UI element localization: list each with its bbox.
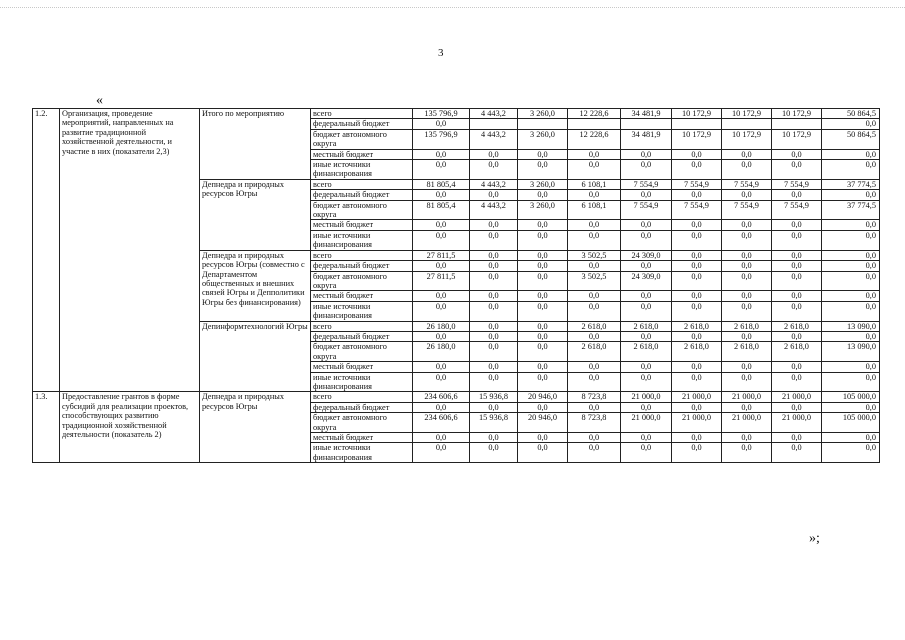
amount-cell: 0,0 — [568, 190, 621, 200]
amount-cell: 0,0 — [822, 271, 880, 291]
amount-cell: 0,0 — [470, 291, 518, 301]
funding-source-label: федеральный бюджет — [311, 402, 413, 412]
table-row — [33, 109, 880, 119]
amount-cell: 0,0 — [518, 402, 568, 412]
amount-cell: 21 000,0 — [672, 413, 722, 433]
amount-cell: 81 805,4 — [413, 179, 470, 189]
amount-cell: 0,0 — [470, 331, 518, 341]
amount-cell: 34 481,9 — [621, 109, 672, 119]
amount-cell: 0,0 — [470, 220, 518, 230]
amount-cell: 0,0 — [518, 291, 568, 301]
amount-cell: 0,0 — [672, 190, 722, 200]
amount-cell: 0,0 — [470, 261, 518, 271]
amount-cell: 0,0 — [470, 443, 518, 463]
amount-cell: 7 554,9 — [621, 179, 672, 189]
funding-source-label: всего — [311, 179, 413, 189]
amount-cell: 0,0 — [722, 220, 772, 230]
amount-cell: 0,0 — [470, 433, 518, 443]
amount-cell: 0,0 — [518, 190, 568, 200]
amount-cell: 0,0 — [518, 321, 568, 331]
amount-cell: 0,0 — [470, 402, 518, 412]
amount-cell: 37 774,5 — [822, 179, 880, 189]
amount-cell: 0,0 — [621, 443, 672, 463]
amount-cell: 0,0 — [822, 220, 880, 230]
amount-cell: 2 618,0 — [672, 342, 722, 362]
amount-cell: 0,0 — [772, 291, 822, 301]
amount-cell: 0,0 — [568, 402, 621, 412]
amount-cell: 7 554,9 — [621, 200, 672, 220]
amount-cell: 0,0 — [822, 362, 880, 372]
amount-cell: 0,0 — [822, 119, 880, 129]
amount-cell: 0,0 — [672, 362, 722, 372]
amount-cell: 0,0 — [772, 160, 822, 180]
amount-cell — [568, 119, 621, 129]
funding-source-label: местный бюджет — [311, 291, 413, 301]
amount-cell: 0,0 — [413, 372, 470, 392]
amount-cell: 0,0 — [722, 331, 772, 341]
amount-cell: 2 618,0 — [672, 321, 722, 331]
amount-cell: 0,0 — [672, 160, 722, 180]
amount-cell: 12 228,6 — [568, 129, 621, 149]
amount-cell: 26 180,0 — [413, 321, 470, 331]
amount-cell: 135 796,9 — [413, 109, 470, 119]
amount-cell: 0,0 — [518, 160, 568, 180]
funding-source-label: иные источники финансирования — [311, 443, 413, 463]
amount-cell: 0,0 — [568, 443, 621, 463]
amount-cell: 0,0 — [672, 433, 722, 443]
amount-cell: 0,0 — [413, 291, 470, 301]
amount-cell: 234 606,6 — [413, 413, 470, 433]
amount-cell: 21 000,0 — [621, 413, 672, 433]
amount-cell: 27 811,5 — [413, 250, 470, 260]
measure-number: 1.2. — [33, 109, 60, 392]
amount-cell: 0,0 — [822, 149, 880, 159]
amount-cell: 2 618,0 — [772, 342, 822, 362]
amount-cell: 2 618,0 — [568, 321, 621, 331]
amount-cell: 0,0 — [722, 160, 772, 180]
amount-cell: 0,0 — [470, 250, 518, 260]
amount-cell: 4 443,2 — [470, 200, 518, 220]
amount-cell: 4 443,2 — [470, 129, 518, 149]
amount-cell: 0,0 — [413, 433, 470, 443]
executor-name: Депинформтехнологий Югры — [200, 321, 311, 392]
amount-cell: 0,0 — [672, 372, 722, 392]
amount-cell: 15 936,8 — [470, 392, 518, 402]
amount-cell: 0,0 — [413, 160, 470, 180]
amount-cell: 0,0 — [621, 220, 672, 230]
amount-cell: 21 000,0 — [672, 392, 722, 402]
amount-cell: 0,0 — [822, 190, 880, 200]
amount-cell: 0,0 — [413, 402, 470, 412]
measure-name: Организация, проведение мероприятий, направленных на развитие традиционной хозяйственной деятельности, и участие в них (показатели 2,3) — [60, 109, 200, 392]
amount-cell: 0,0 — [518, 301, 568, 321]
amount-cell: 26 180,0 — [413, 342, 470, 362]
amount-cell: 0,0 — [568, 301, 621, 321]
amount-cell: 0,0 — [722, 301, 772, 321]
amount-cell: 0,0 — [672, 443, 722, 463]
executor-name: Итого по мероприятию — [200, 109, 311, 180]
amount-cell: 0,0 — [568, 220, 621, 230]
amount-cell: 0,0 — [822, 443, 880, 463]
amount-cell: 10 172,9 — [722, 109, 772, 119]
amount-cell: 37 774,5 — [822, 200, 880, 220]
amount-cell: 0,0 — [722, 443, 772, 463]
funding-source-label: федеральный бюджет — [311, 261, 413, 271]
amount-cell: 0,0 — [772, 301, 822, 321]
amount-cell: 0,0 — [621, 230, 672, 250]
amount-cell: 0,0 — [772, 372, 822, 392]
amount-cell: 0,0 — [772, 433, 822, 443]
measure-number: 1.3. — [33, 392, 60, 463]
funding-source-label: местный бюджет — [311, 149, 413, 159]
amount-cell: 2 618,0 — [722, 321, 772, 331]
amount-cell: 0,0 — [772, 261, 822, 271]
funding-source-label: всего — [311, 109, 413, 119]
amount-cell: 0,0 — [470, 342, 518, 362]
amount-cell: 21 000,0 — [621, 392, 672, 402]
amount-cell: 21 000,0 — [772, 413, 822, 433]
amount-cell: 0,0 — [722, 433, 772, 443]
amount-cell: 0,0 — [518, 342, 568, 362]
amount-cell: 34 481,9 — [621, 129, 672, 149]
amount-cell: 3 502,5 — [568, 271, 621, 291]
amount-cell: 12 228,6 — [568, 109, 621, 119]
amount-cell: 10 172,9 — [672, 109, 722, 119]
amount-cell: 0,0 — [822, 160, 880, 180]
amount-cell: 7 554,9 — [772, 200, 822, 220]
amount-cell: 0,0 — [772, 443, 822, 463]
amount-cell: 0,0 — [413, 149, 470, 159]
amount-cell: 81 805,4 — [413, 200, 470, 220]
amount-cell: 0,0 — [568, 291, 621, 301]
amount-cell: 10 172,9 — [672, 129, 722, 149]
amount-cell: 0,0 — [470, 271, 518, 291]
amount-cell: 0,0 — [621, 362, 672, 372]
executor-name: Депнедра и природных ресурсов Югры — [200, 392, 311, 463]
amount-cell: 4 443,2 — [470, 109, 518, 119]
amount-cell: 6 108,1 — [568, 200, 621, 220]
page-number: 3 — [438, 47, 444, 59]
amount-cell: 0,0 — [822, 433, 880, 443]
amount-cell: 0,0 — [470, 149, 518, 159]
financing-table — [32, 108, 880, 463]
amount-cell: 0,0 — [772, 402, 822, 412]
amount-cell: 0,0 — [672, 291, 722, 301]
amount-cell — [672, 119, 722, 129]
amount-cell: 21 000,0 — [722, 413, 772, 433]
amount-cell: 0,0 — [822, 250, 880, 260]
amount-cell: 21 000,0 — [722, 392, 772, 402]
amount-cell: 0,0 — [822, 301, 880, 321]
amount-cell: 0,0 — [772, 331, 822, 341]
amount-cell: 0,0 — [672, 402, 722, 412]
amount-cell: 0,0 — [413, 301, 470, 321]
amount-cell: 234 606,6 — [413, 392, 470, 402]
amount-cell: 0,0 — [518, 261, 568, 271]
scan-edge — [0, 0, 905, 8]
amount-cell: 0,0 — [621, 149, 672, 159]
amount-cell: 0,0 — [722, 291, 772, 301]
amount-cell: 24 309,0 — [621, 250, 672, 260]
amount-cell — [470, 119, 518, 129]
amount-cell: 0,0 — [722, 149, 772, 159]
amount-cell: 0,0 — [518, 250, 568, 260]
table-row — [33, 392, 880, 402]
amount-cell: 50 864,5 — [822, 109, 880, 119]
amount-cell: 0,0 — [722, 271, 772, 291]
amount-cell: 0,0 — [621, 372, 672, 392]
amount-cell: 0,0 — [568, 160, 621, 180]
amount-cell: 105 000,0 — [822, 392, 880, 402]
funding-source-label: федеральный бюджет — [311, 190, 413, 200]
amount-cell: 0,0 — [822, 230, 880, 250]
amount-cell: 0,0 — [822, 331, 880, 341]
amount-cell: 6 108,1 — [568, 179, 621, 189]
amount-cell: 0,0 — [518, 271, 568, 291]
amount-cell: 7 554,9 — [722, 200, 772, 220]
amount-cell: 0,0 — [470, 301, 518, 321]
amount-cell: 3 502,5 — [568, 250, 621, 260]
amount-cell: 0,0 — [722, 230, 772, 250]
amount-cell: 0,0 — [518, 443, 568, 463]
funding-source-label: иные источники финансирования — [311, 372, 413, 392]
amount-cell: 0,0 — [568, 149, 621, 159]
amount-cell: 0,0 — [413, 190, 470, 200]
amount-cell: 0,0 — [568, 362, 621, 372]
amount-cell: 0,0 — [621, 261, 672, 271]
amount-cell: 0,0 — [518, 149, 568, 159]
amount-cell: 0,0 — [568, 331, 621, 341]
amount-cell: 0,0 — [470, 362, 518, 372]
amount-cell: 0,0 — [672, 230, 722, 250]
amount-cell: 8 723,8 — [568, 392, 621, 402]
funding-source-label: иные источники финансирования — [311, 230, 413, 250]
amount-cell: 0,0 — [568, 230, 621, 250]
amount-cell: 0,0 — [470, 190, 518, 200]
amount-cell — [772, 119, 822, 129]
funding-source-label: бюджет автономного округа — [311, 342, 413, 362]
amount-cell: 15 936,8 — [470, 413, 518, 433]
amount-cell: 0,0 — [621, 190, 672, 200]
amount-cell: 0,0 — [772, 250, 822, 260]
amount-cell: 0,0 — [772, 220, 822, 230]
amount-cell: 7 554,9 — [672, 179, 722, 189]
amount-cell: 10 172,9 — [722, 129, 772, 149]
amount-cell: 0,0 — [568, 261, 621, 271]
amount-cell: 0,0 — [470, 372, 518, 392]
amount-cell: 0,0 — [621, 160, 672, 180]
amount-cell: 0,0 — [822, 372, 880, 392]
amount-cell: 8 723,8 — [568, 413, 621, 433]
amount-cell: 0,0 — [413, 443, 470, 463]
amount-cell: 0,0 — [772, 271, 822, 291]
amount-cell: 4 443,2 — [470, 179, 518, 189]
amount-cell: 2 618,0 — [568, 342, 621, 362]
amount-cell: 0,0 — [722, 261, 772, 271]
amount-cell: 0,0 — [772, 230, 822, 250]
amount-cell: 0,0 — [621, 402, 672, 412]
funding-source-label: иные источники финансирования — [311, 301, 413, 321]
closing-quote-mark: »; — [809, 531, 820, 546]
amount-cell: 0,0 — [822, 402, 880, 412]
amount-cell: 0,0 — [518, 362, 568, 372]
amount-cell: 0,0 — [672, 301, 722, 321]
funding-source-label: федеральный бюджет — [311, 119, 413, 129]
amount-cell: 0,0 — [413, 119, 470, 129]
funding-source-label: всего — [311, 321, 413, 331]
funding-source-label: бюджет автономного округа — [311, 271, 413, 291]
measure-name: Предоставление грантов в форме субсидий для реализации проектов, способствующих развитию традиционной хозяйственной деятельности (показатель 2) — [60, 392, 200, 463]
amount-cell: 0,0 — [672, 220, 722, 230]
amount-cell: 0,0 — [772, 362, 822, 372]
funding-source-label: бюджет автономного округа — [311, 200, 413, 220]
amount-cell: 0,0 — [621, 331, 672, 341]
amount-cell: 0,0 — [772, 190, 822, 200]
amount-cell: 0,0 — [568, 433, 621, 443]
amount-cell: 0,0 — [672, 261, 722, 271]
amount-cell: 3 260,0 — [518, 179, 568, 189]
amount-cell: 0,0 — [621, 291, 672, 301]
amount-cell: 0,0 — [413, 331, 470, 341]
amount-cell: 0,0 — [722, 190, 772, 200]
amount-cell: 0,0 — [672, 149, 722, 159]
amount-cell: 21 000,0 — [772, 392, 822, 402]
amount-cell: 0,0 — [722, 362, 772, 372]
amount-cell: 0,0 — [413, 362, 470, 372]
amount-cell: 2 618,0 — [722, 342, 772, 362]
executor-name: Депнедра и природных ресурсов Югры — [200, 179, 311, 250]
funding-source-label: бюджет автономного округа — [311, 413, 413, 433]
opening-quote-mark: « — [96, 93, 103, 108]
amount-cell: 0,0 — [470, 160, 518, 180]
amount-cell: 10 172,9 — [772, 129, 822, 149]
amount-cell: 20 946,0 — [518, 392, 568, 402]
amount-cell: 0,0 — [722, 250, 772, 260]
amount-cell: 0,0 — [413, 230, 470, 250]
amount-cell: 50 864,5 — [822, 129, 880, 149]
amount-cell: 10 172,9 — [772, 109, 822, 119]
amount-cell: 24 309,0 — [621, 271, 672, 291]
amount-cell: 0,0 — [470, 321, 518, 331]
amount-cell: 0,0 — [518, 433, 568, 443]
amount-cell: 13 090,0 — [822, 342, 880, 362]
amount-cell: 7 554,9 — [772, 179, 822, 189]
amount-cell: 3 260,0 — [518, 129, 568, 149]
amount-cell — [518, 119, 568, 129]
amount-cell: 0,0 — [672, 271, 722, 291]
amount-cell: 3 260,0 — [518, 200, 568, 220]
amount-cell: 0,0 — [518, 230, 568, 250]
amount-cell: 0,0 — [822, 261, 880, 271]
funding-source-label: федеральный бюджет — [311, 331, 413, 341]
amount-cell: 0,0 — [772, 149, 822, 159]
amount-cell — [722, 119, 772, 129]
amount-cell: 0,0 — [518, 331, 568, 341]
amount-cell: 0,0 — [413, 261, 470, 271]
amount-cell: 2 618,0 — [621, 321, 672, 331]
amount-cell: 3 260,0 — [518, 109, 568, 119]
amount-cell: 0,0 — [518, 372, 568, 392]
funding-source-label: иные источники финансирования — [311, 160, 413, 180]
amount-cell: 0,0 — [672, 331, 722, 341]
amount-cell: 7 554,9 — [722, 179, 772, 189]
amount-cell: 0,0 — [568, 372, 621, 392]
amount-cell: 0,0 — [470, 230, 518, 250]
funding-source-label: всего — [311, 250, 413, 260]
funding-source-label: местный бюджет — [311, 433, 413, 443]
funding-source-label: бюджет автономного округа — [311, 129, 413, 149]
amount-cell: 0,0 — [621, 301, 672, 321]
amount-cell: 2 618,0 — [621, 342, 672, 362]
amount-cell: 0,0 — [822, 291, 880, 301]
amount-cell: 0,0 — [518, 220, 568, 230]
amount-cell: 0,0 — [722, 402, 772, 412]
amount-cell: 0,0 — [672, 250, 722, 260]
amount-cell: 27 811,5 — [413, 271, 470, 291]
executor-name: Депнедра и природных ресурсов Югры (совместно с Департаментом общественных и внешних связей Югры и Депполитики Югры без финансирования) — [200, 250, 311, 321]
amount-cell: 2 618,0 — [772, 321, 822, 331]
amount-cell: 20 946,0 — [518, 413, 568, 433]
amount-cell: 0,0 — [722, 372, 772, 392]
amount-cell — [621, 119, 672, 129]
amount-cell: 105 000,0 — [822, 413, 880, 433]
amount-cell: 135 796,9 — [413, 129, 470, 149]
funding-source-label: местный бюджет — [311, 362, 413, 372]
funding-source-label: местный бюджет — [311, 220, 413, 230]
amount-cell: 0,0 — [621, 433, 672, 443]
amount-cell: 0,0 — [413, 220, 470, 230]
funding-source-label: всего — [311, 392, 413, 402]
amount-cell: 7 554,9 — [672, 200, 722, 220]
amount-cell: 13 090,0 — [822, 321, 880, 331]
